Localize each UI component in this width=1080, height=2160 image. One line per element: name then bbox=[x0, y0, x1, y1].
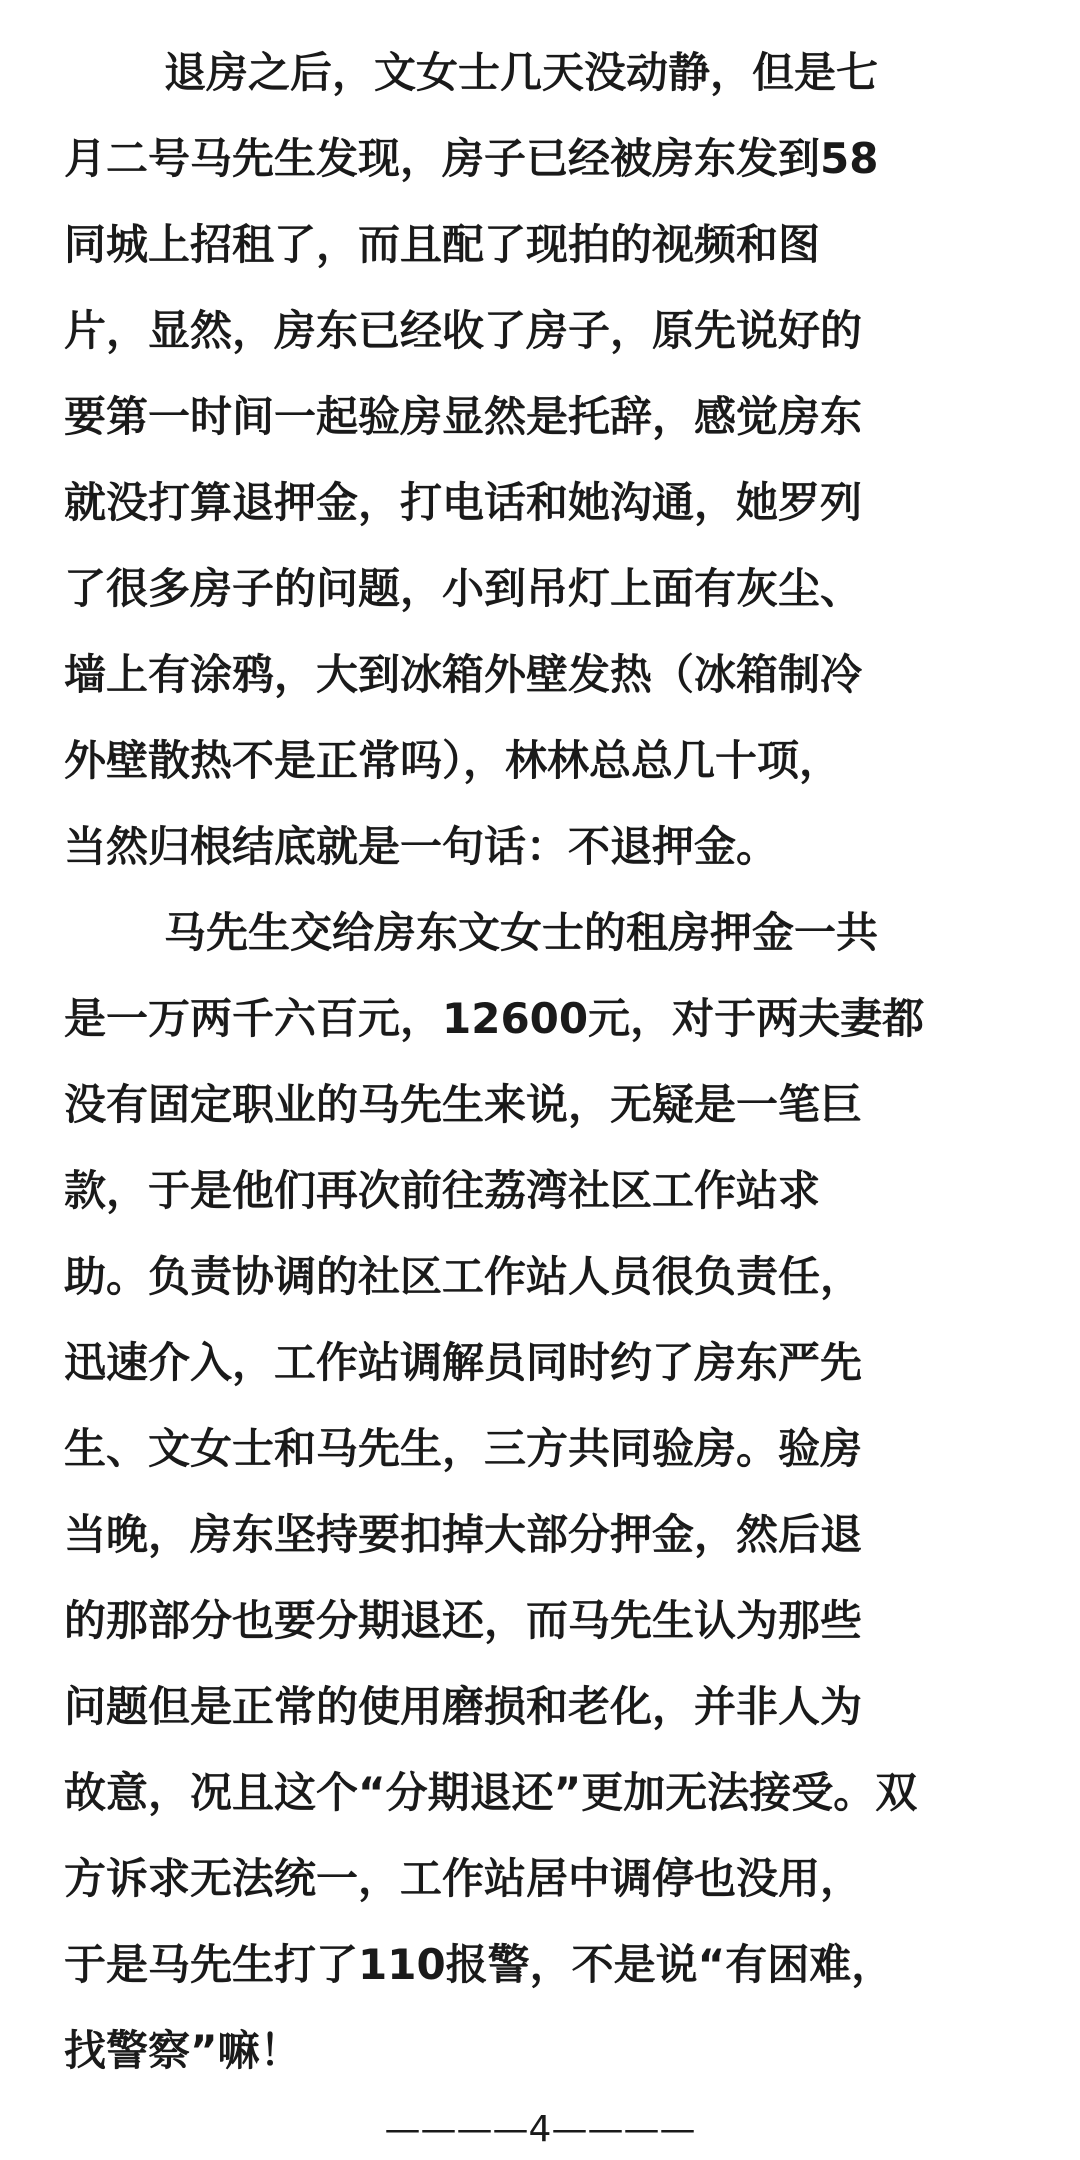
paragraph-2-line-4: 款，于是他们再次前往荔湾社区工作站求 bbox=[64, 1166, 821, 1215]
paragraph-2-line-14: 找警察”嘛！ bbox=[64, 2026, 302, 2075]
paragraph-2-line-1: 马先生交给房东文女士的租房押金一共 bbox=[164, 908, 879, 957]
paragraph-1-line-10: 当然归根结底就是一句话：不退押金。 bbox=[64, 822, 779, 871]
paragraph-1-line-5: 要第一时间一起验房显然是托辞，感觉房东 bbox=[64, 392, 863, 441]
paragraph-2-line-11: 故意，况且这个“分期退还”更加无法接受。双 bbox=[64, 1768, 918, 1817]
paragraph-2-line-12: 方诉求无法统一，工作站居中调停也没用， bbox=[64, 1854, 863, 1903]
paragraph-2-line-3: 没有固定职业的马先生来说，无疑是一笔巨 bbox=[64, 1080, 863, 1129]
paragraph-2-line-13: 于是马先生打了110报警，不是说“有困难， bbox=[64, 1940, 894, 1989]
paragraph-2-line-5: 助。负责协调的社区工作站人员很负责任， bbox=[64, 1252, 863, 1301]
paragraph-1-line-4: 片，显然，房东已经收了房子，原先说好的 bbox=[64, 306, 863, 355]
paragraph-2-line-7: 生、文女士和马先生，三方共同验房。验房 bbox=[64, 1424, 863, 1473]
paragraph-2-line-8: 当晚，房东坚持要扣掉大部分押金，然后退 bbox=[64, 1510, 863, 1559]
paragraph-1-line-2: 月二号马先生发现，房子已经被房东发到58 bbox=[64, 134, 879, 183]
paragraph-1-line-3: 同城上招租了，而且配了现拍的视频和图 bbox=[64, 220, 821, 269]
paragraph-2-line-10: 问题但是正常的使用磨损和老化，并非人为 bbox=[64, 1682, 863, 1731]
paragraph-2-line-6: 迅速介入，工作站调解员同时约了房东严先 bbox=[64, 1338, 863, 1387]
paragraph-1-line-6: 就没打算退押金，打电话和她沟通，她罗列 bbox=[64, 478, 863, 527]
page-number-footer: ————4———— bbox=[384, 2109, 696, 2150]
paragraph-1-line-1: 退房之后，文女士几天没动静，但是七 bbox=[164, 48, 879, 97]
paragraph-1-line-9: 外壁散热不是正常吗），林林总总几十项， bbox=[64, 736, 842, 785]
paragraph-2-line-2: 是一万两千六百元，12600元，对于两夫妻都 bbox=[64, 994, 925, 1043]
paragraph-1-line-7: 了很多房子的问题，小到吊灯上面有灰尘、 bbox=[64, 564, 863, 613]
paragraph-1-line-8: 墙上有涂鸦，大到冰箱外壁发热（冰箱制冷 bbox=[64, 650, 863, 699]
paragraph-2-line-9: 的那部分也要分期退还，而马先生认为那些 bbox=[64, 1596, 863, 1645]
